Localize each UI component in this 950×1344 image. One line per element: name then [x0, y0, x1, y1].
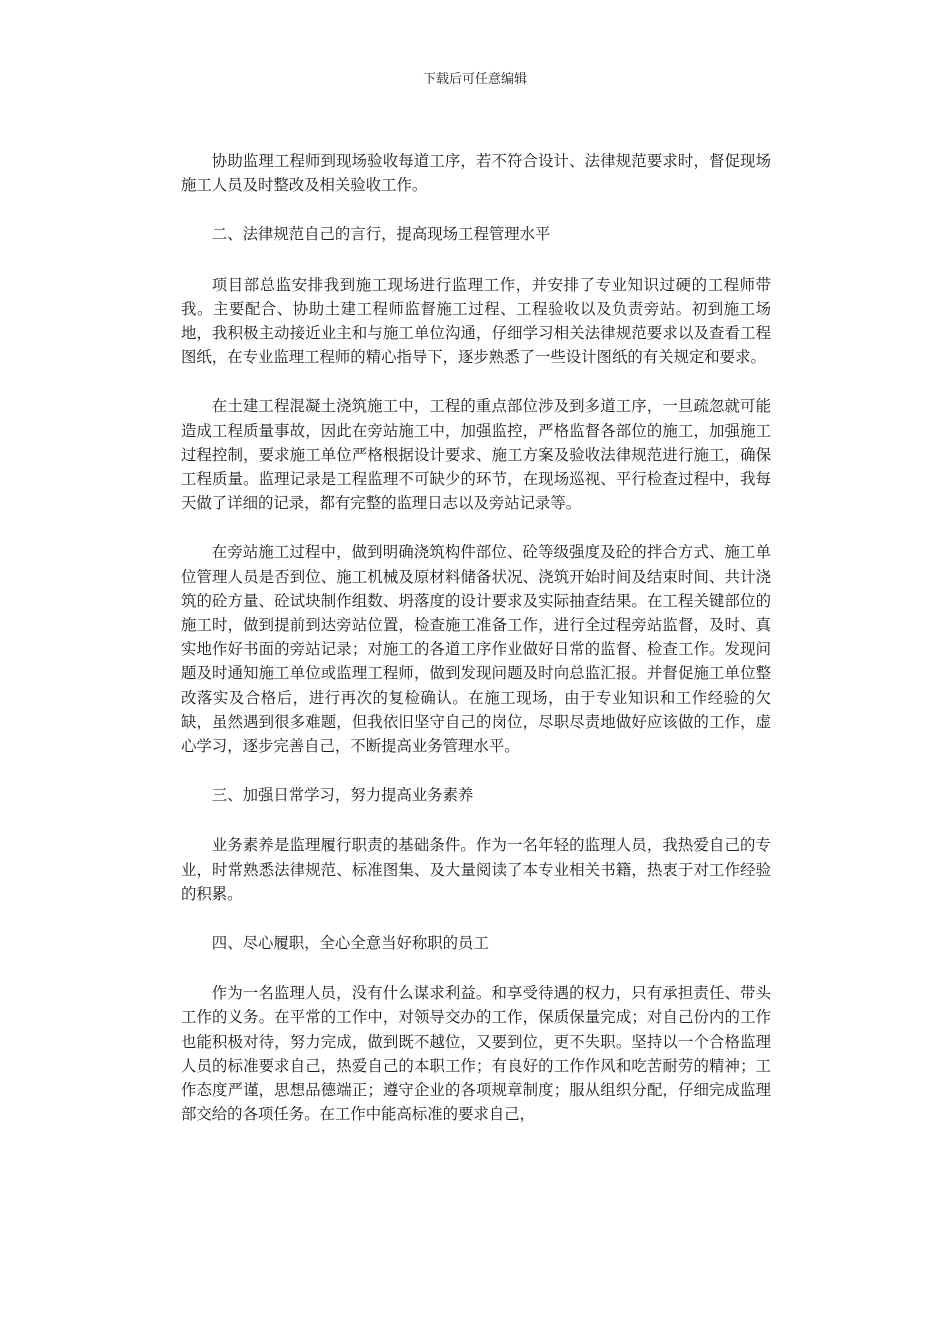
paragraph-5: 业务素养是监理履行职责的基础条件。作为一名年轻的监理人员，我热爱自己的专业，时常熟悉法律规范、标准图集、及大量阅读了本专业相关书籍，热衷于对工作经验的积累。 [181, 836, 771, 903]
section-heading-4: 四、尽心履职，全心全意当好称职的员工 [211, 934, 489, 953]
header-note: 下载后可任意编辑 [422, 72, 527, 87]
section-heading-3: 三、加强日常学习，努力提高业务素养 [211, 786, 474, 805]
document-body [181, 149, 771, 1152]
paragraph-2: 项目部总监安排我到施工现场进行监理工作，并安排了专业知识过硬的工程师带我。主要配合、协助土建工程师监督施工过程、工程验收以及负责旁站。初到施工场地，我积极主动接近业主和与施工单位沟通，仔细学习相关法律规范要求以及查看工程图纸，在专业监理工程师的精心指导下，逐步熟悉了一些设计图纸的有关规定和要求。 [181, 275, 771, 367]
paragraph-4: 在旁站施工过程中，做到明确浇筑构件部位、砼等级强度及砼的拌合方式、施工单位管理人员是否到位、施工机械及原材料储备状况、浇筑开始时间及结束时间、共计浇筑的砼方量、砼试块制作组数、坍落度的设计要求及实际抽查结果。在工程关键部位的施工时，做到提前到达旁站位置，检查施工准备工作，进行全过程旁站监督，及时、真实地作好书面的旁站记录；对施工的各道工序作业做好日常的监督、检查工作。发现问题及时通知施工单位或监理工程师，做到发现问题及时向总监汇报。并督促施工单位整改落实及合格后，进行再次的复检确认。在施工现场，由于专业知识和工作经验的欠缺，虽然遇到很多难题，但我依旧坚守自己的岗位，尽职尽责地做好应该做的工作，虚心学习，逐步完善自己，不断提高业务管理水平。 [181, 543, 771, 756]
paragraph-6: 作为一名监理人员，没有什么谋求利益。和享受待遇的权力，只有承担责任、带头工作的义务。在平常的工作中，对领导交办的工作，保质保量完成；对自己份内的工作也能积极对待，努力完成，做到既不越位，又要到位，更不失职。坚持以一个合格监理人员的标准要求自己，热爱自己的本职工作；有良好的工作作风和吃苦耐劳的精神；工作态度严谨，思想品德端正；遵守企业的各项规章制度；服从组织分配，仔细完成监理部交给的各项任务。在工作中能高标准的要求自己， [181, 984, 771, 1124]
paragraph-1: 协助监理工程师到现场验收每道工序，若不符合设计、法律规范要求时，督促现场施工人员及时整改及相关验收工作。 [181, 152, 771, 195]
section-heading-2: 二、法律规范自己的言行，提高现场工程管理水平 [211, 225, 551, 244]
paragraph-3: 在土建工程混凝土浇筑施工中，工程的重点部位涉及到多道工序，一旦疏忽就可能造成工程质量事故，因此在旁站施工中，加强监控，严格监督各部位的施工，加强施工过程控制，要求施工单位严格根据设计要求、施工方案及验收法律规范进行施工，确保工程质量。监理记录是工程监理不可缺少的环节，在现场巡视、平行检查过程中，我每天做了详细的记录，都有完整的监理日志以及旁站记录等。 [181, 397, 771, 513]
